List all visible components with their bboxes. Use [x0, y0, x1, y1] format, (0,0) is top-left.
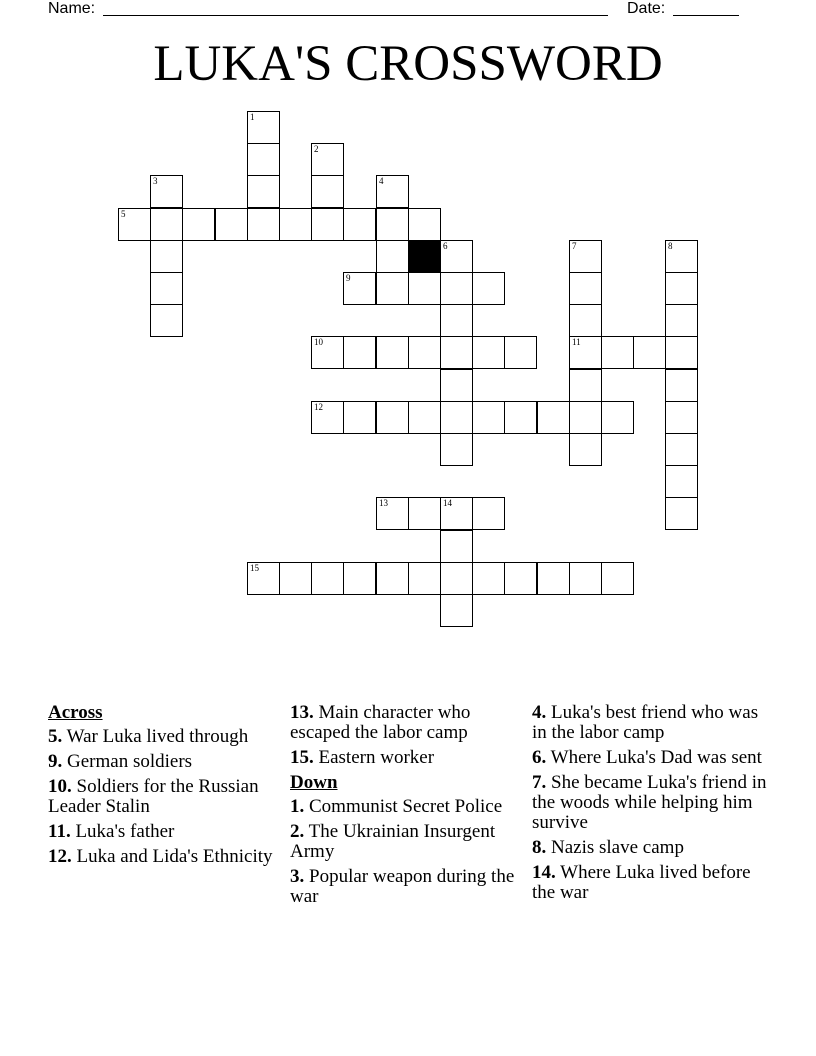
grid-cell[interactable] — [440, 497, 473, 530]
cell-number: 12 — [314, 402, 323, 412]
clue-text: Eastern worker — [318, 747, 435, 768]
grid-cell[interactable] — [343, 336, 376, 369]
clue-number: 14. — [532, 862, 556, 883]
grid-cell[interactable] — [247, 175, 280, 208]
clue-number: 7. — [532, 772, 547, 793]
cell-number: 8 — [668, 241, 673, 251]
clue-down-3 — [290, 867, 520, 907]
clue-number: 1. — [290, 796, 305, 817]
grid-cell[interactable] — [601, 401, 634, 434]
grid-cell[interactable] — [311, 336, 344, 369]
grid-cell[interactable] — [376, 208, 409, 241]
grid-cell[interactable] — [376, 497, 409, 530]
grid-cell[interactable] — [569, 433, 602, 466]
clue-text: Main character who escaped the labor camp — [290, 702, 471, 743]
name-label: Name: — [48, 0, 96, 17]
clue-across-10 — [48, 777, 273, 817]
clue-text: She became Luka's friend in the woods while helping him survive — [532, 772, 767, 833]
grid-cell[interactable] — [150, 240, 183, 273]
grid-cell[interactable] — [440, 433, 473, 466]
cell-number: 3 — [153, 176, 158, 186]
grid-cell[interactable] — [537, 401, 570, 434]
clue-across-15 — [290, 748, 520, 768]
clue-text: Where Luka lived before the war — [532, 862, 751, 903]
clue-text: Soldiers for the Russian Leader Stalin — [48, 776, 259, 817]
grid-cell[interactable] — [665, 369, 698, 402]
grid-cell[interactable] — [118, 208, 151, 241]
grid-cell[interactable] — [665, 304, 698, 337]
grid-cell[interactable] — [150, 175, 183, 208]
clue-column-3 — [532, 703, 772, 908]
grid-cell[interactable] — [472, 272, 505, 305]
grid-cell[interactable] — [665, 497, 698, 530]
grid-cell[interactable] — [569, 401, 602, 434]
clue-text: War Luka lived through — [66, 726, 249, 747]
clue-number: 6. — [532, 747, 547, 768]
grid-cell[interactable] — [569, 336, 602, 369]
cell-number: 10 — [314, 337, 323, 347]
grid-cell[interactable] — [665, 336, 698, 369]
grid-cell[interactable] — [376, 175, 409, 208]
clue-across-5 — [48, 727, 273, 747]
grid-cell[interactable] — [504, 336, 537, 369]
grid-cell[interactable] — [376, 240, 409, 273]
grid-cell[interactable] — [440, 594, 473, 627]
cell-number: 11 — [572, 337, 581, 347]
clue-down-7 — [532, 773, 772, 833]
grid-cell[interactable] — [279, 208, 312, 241]
cell-number: 4 — [379, 176, 384, 186]
grid-cell[interactable] — [665, 465, 698, 498]
grid-cell[interactable] — [569, 240, 602, 273]
grid-cell[interactable] — [472, 401, 505, 434]
grid-cell[interactable] — [311, 562, 344, 595]
grid-cell[interactable] — [504, 562, 537, 595]
clue-column-2 — [290, 703, 520, 912]
clue-down-4 — [532, 703, 772, 743]
clue-across-9 — [48, 752, 273, 772]
clue-text: Luka's best friend who was in the labor camp — [532, 702, 759, 743]
clue-down-6 — [532, 748, 772, 768]
clue-text: Luka and Lida's Ethnicity — [76, 846, 273, 867]
cell-number: 1 — [250, 112, 255, 122]
clue-across-13 — [290, 703, 520, 743]
clue-text: Nazis slave camp — [551, 837, 684, 858]
clue-across-11 — [48, 822, 273, 842]
clue-number: 5. — [48, 726, 63, 747]
clue-number: 13. — [290, 702, 314, 723]
grid-cell[interactable] — [504, 401, 537, 434]
clue-text: Popular weapon during the war — [290, 866, 515, 907]
grid-cell[interactable] — [569, 369, 602, 402]
grid-cell[interactable] — [343, 401, 376, 434]
across-heading: Across — [48, 702, 103, 723]
cell-number: 15 — [250, 563, 259, 573]
grid-cell[interactable] — [408, 336, 441, 369]
grid-cell[interactable] — [408, 497, 441, 530]
grid-cell[interactable] — [311, 143, 344, 176]
cell-number: 7 — [572, 241, 577, 251]
grid-cell[interactable] — [343, 272, 376, 305]
grid-cell[interactable] — [408, 401, 441, 434]
clue-number: 15. — [290, 747, 314, 768]
grid-cell[interactable] — [665, 433, 698, 466]
black-square — [408, 240, 441, 273]
grid-cell[interactable] — [150, 208, 183, 241]
clue-text: The Ukrainian Insurgent Army — [290, 821, 496, 862]
clue-down-2 — [290, 822, 520, 862]
grid-cell[interactable] — [215, 208, 248, 241]
clue-down-8 — [532, 838, 772, 858]
grid-cell[interactable] — [537, 562, 570, 595]
grid-cell[interactable] — [440, 562, 473, 595]
clue-text: German soldiers — [67, 751, 193, 772]
grid-cell[interactable] — [311, 208, 344, 241]
grid-cell[interactable] — [247, 208, 280, 241]
page-title: LUKA'S CROSSWORD — [153, 36, 663, 92]
clue-text: Communist Secret Police — [309, 796, 503, 817]
grid-cell[interactable] — [343, 562, 376, 595]
grid-cell[interactable] — [665, 401, 698, 434]
grid-cell[interactable] — [440, 304, 473, 337]
grid-cell[interactable] — [440, 401, 473, 434]
grid-cell[interactable] — [440, 272, 473, 305]
cell-number: 14 — [443, 498, 452, 508]
clue-number: 9. — [48, 751, 63, 772]
grid-cell[interactable] — [665, 272, 698, 305]
clue-text: Where Luka's Dad was sent — [550, 747, 762, 768]
clue-number: 10. — [48, 776, 72, 797]
cell-number: 2 — [314, 144, 319, 154]
grid-cell[interactable] — [440, 530, 473, 563]
grid-cell[interactable] — [569, 304, 602, 337]
cell-number: 9 — [346, 273, 351, 283]
down-heading: Down — [290, 772, 338, 793]
grid-cell[interactable] — [440, 336, 473, 369]
clue-number: 4. — [532, 702, 547, 723]
clue-column-1 — [48, 703, 273, 872]
grid-cell[interactable] — [601, 336, 634, 369]
cell-number: 6 — [443, 241, 448, 251]
grid-cell[interactable] — [376, 401, 409, 434]
grid-cell[interactable] — [440, 369, 473, 402]
clue-number: 12. — [48, 846, 72, 867]
date-label: Date: — [627, 0, 666, 17]
grid-cell[interactable] — [182, 208, 215, 241]
cell-number: 5 — [121, 209, 126, 219]
clue-number: 11. — [48, 821, 71, 842]
grid-cell[interactable] — [376, 272, 409, 305]
clue-across-12 — [48, 847, 273, 867]
grid-cell[interactable] — [633, 336, 666, 369]
grid-cell[interactable] — [247, 562, 280, 595]
grid-cell[interactable] — [408, 272, 441, 305]
grid-cell[interactable] — [472, 562, 505, 595]
clue-number: 3. — [290, 866, 305, 887]
grid-cell[interactable] — [343, 208, 376, 241]
grid-cell[interactable] — [440, 240, 473, 273]
grid-cell[interactable] — [150, 272, 183, 305]
cell-number: 13 — [379, 498, 388, 508]
clue-number: 2. — [290, 821, 305, 842]
grid-cell[interactable] — [569, 272, 602, 305]
grid-cell[interactable] — [601, 562, 634, 595]
grid-cell[interactable] — [376, 562, 409, 595]
grid-cell[interactable] — [408, 562, 441, 595]
grid-cell[interactable] — [376, 336, 409, 369]
grid-cell[interactable] — [279, 562, 312, 595]
clue-down-1 — [290, 797, 520, 817]
grid-cell[interactable] — [311, 401, 344, 434]
grid-cell[interactable] — [472, 336, 505, 369]
clue-down-14 — [532, 863, 772, 903]
grid-cell[interactable] — [247, 111, 280, 144]
grid-cell[interactable] — [311, 175, 344, 208]
clue-number: 8. — [532, 837, 547, 858]
grid-cell[interactable] — [665, 240, 698, 273]
grid-cell[interactable] — [247, 143, 280, 176]
grid-cell[interactable] — [569, 562, 602, 595]
grid-cell[interactable] — [472, 497, 505, 530]
grid-cell[interactable] — [150, 304, 183, 337]
grid-cell[interactable] — [408, 208, 441, 241]
clue-text: Luka's father — [75, 821, 175, 842]
